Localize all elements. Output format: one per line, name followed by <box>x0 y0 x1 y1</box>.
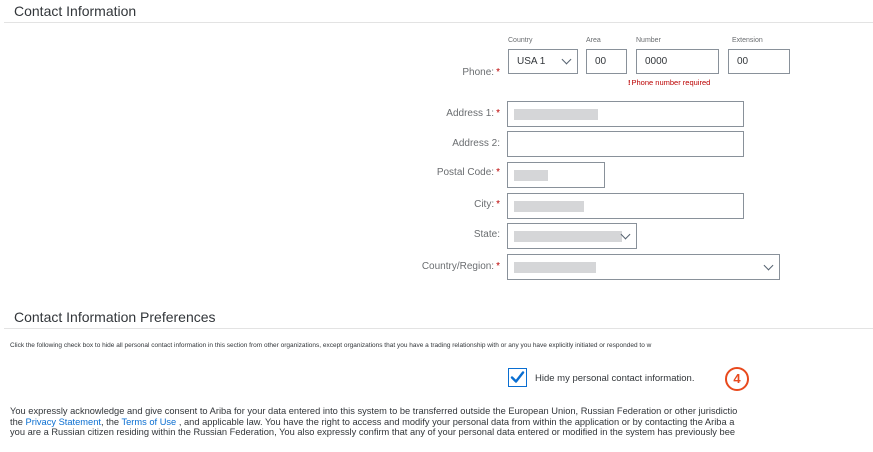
hide-contact-label[interactable]: Hide my personal contact information. <box>535 373 695 384</box>
address1-label <box>446 108 500 119</box>
state-label <box>474 229 500 240</box>
hide-contact-checkbox[interactable] <box>508 368 527 387</box>
state-select[interactable] <box>507 223 637 249</box>
city-label <box>474 199 500 210</box>
legal-line-3: you are a Russian citizen residing within the Russian Federation, You also expressly confirm that any of your personal data entered or modified in the system has previously bee <box>10 427 736 437</box>
phone-number-value: 0000 <box>645 56 668 67</box>
phone-area-label: Area <box>586 37 601 44</box>
state-label-text: State: <box>473 229 500 240</box>
privacy-statement-link[interactable]: Privacy Statement <box>25 416 101 427</box>
phone-label-text: Phone: <box>462 67 495 78</box>
required-marker: * <box>496 167 500 178</box>
phone-area-input[interactable] <box>586 49 627 74</box>
required-marker: * <box>496 199 500 210</box>
phone-error-text: Phone number required <box>631 78 711 87</box>
chevron-down-icon <box>764 261 774 271</box>
preferences-divider <box>4 328 873 329</box>
country-region-select[interactable] <box>507 254 780 280</box>
preferences-title: Contact Information Preferences <box>14 309 216 325</box>
redacted-value <box>514 109 598 120</box>
address1-label-text: Address 1: <box>446 108 495 119</box>
postal-code-label-text: Postal Code: <box>436 167 495 178</box>
address2-label <box>452 138 500 149</box>
legal-line-2-prefix: the <box>10 416 26 427</box>
error-icon: ! <box>628 78 631 87</box>
required-marker: * <box>496 261 500 272</box>
legal-line-1: You expressly acknowledge and give consent to Ariba for your data entered into this system to be transferred outside the European Union, Russian Federation or other jurisdictio <box>10 406 738 416</box>
preferences-description: Click the following check box to hide all personal contact information in this section from other organizations, except organizations that you have a trading relationship with or any you have explicitly initiated or responded to w <box>10 342 652 349</box>
address1-input[interactable] <box>507 101 744 127</box>
phone-country-select[interactable] <box>508 49 578 74</box>
checkmark-icon <box>508 368 527 387</box>
chevron-down-icon <box>562 55 572 65</box>
redacted-value <box>514 262 596 273</box>
postal-code-input[interactable] <box>507 162 605 188</box>
redacted-value <box>514 201 584 212</box>
address2-input[interactable] <box>507 131 744 157</box>
phone-error-message <box>628 78 710 87</box>
contact-info-divider <box>4 22 873 23</box>
phone-area-value: 00 <box>595 56 607 67</box>
chevron-down-icon <box>621 230 631 240</box>
required-marker: * <box>496 108 500 119</box>
phone-extension-input[interactable] <box>728 49 790 74</box>
required-marker: * <box>496 67 500 78</box>
redacted-value <box>514 170 548 181</box>
terms-of-use-link[interactable]: Terms of Use <box>121 416 177 427</box>
phone-number-label: Number <box>636 37 661 44</box>
phone-extension-value: 00 <box>737 56 749 67</box>
legal-line-2-rest: , and applicable law. You have the right to access and modify your personal data from within the application or by contacting the Ariba a <box>176 416 735 427</box>
legal-line-2 <box>10 417 737 428</box>
legal-line-2-sep: , the <box>100 416 122 427</box>
phone-label <box>462 67 500 78</box>
contact-info-title: Contact Information <box>14 3 137 19</box>
phone-country-label: Country <box>508 37 533 44</box>
postal-code-label <box>437 167 500 178</box>
city-input[interactable] <box>507 193 744 219</box>
legal-consent-text <box>10 406 737 438</box>
step-number-badge: 4 <box>725 367 749 391</box>
city-label-text: City: <box>474 199 495 210</box>
country-region-label <box>422 261 500 272</box>
phone-country-value: USA 1 <box>517 56 546 67</box>
country-region-label-text: Country/Region: <box>421 261 495 272</box>
address2-label-text: Address 2: <box>452 138 500 149</box>
redacted-value <box>514 231 622 242</box>
phone-extension-label: Extension <box>732 37 763 44</box>
phone-number-input[interactable] <box>636 49 719 74</box>
